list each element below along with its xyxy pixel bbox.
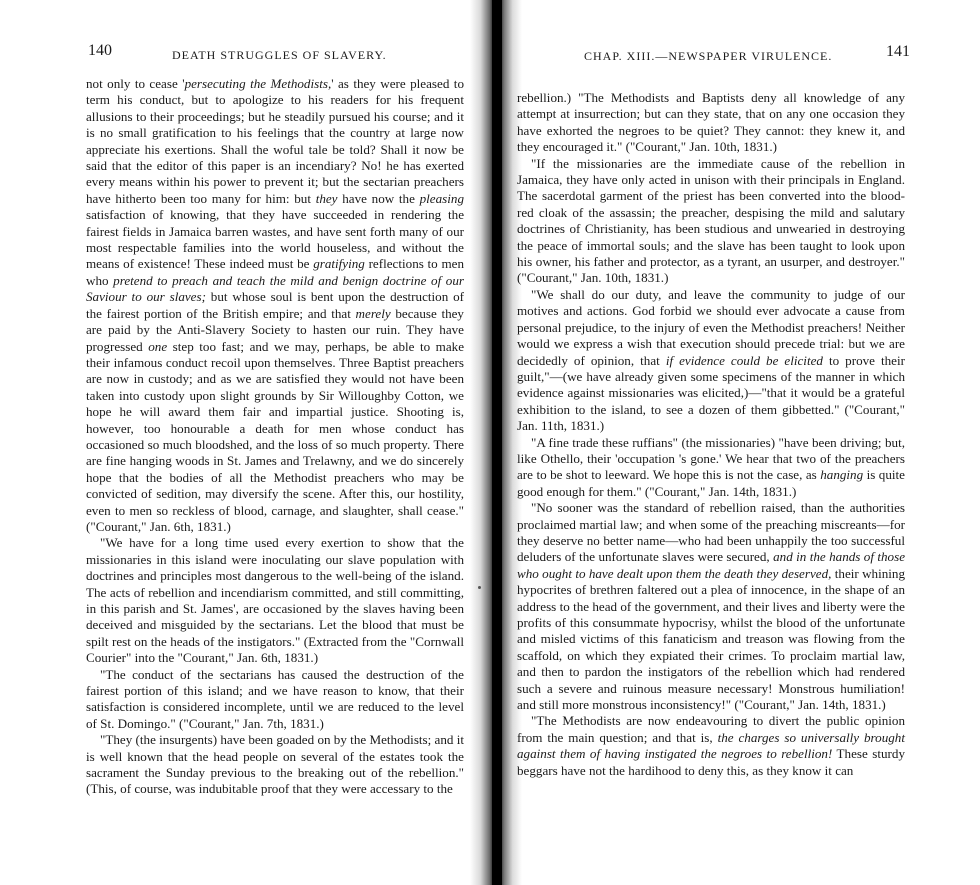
left-paragraph-3: "The conduct of the sectarians has caused the destruction of the fairest portion of this island; and we have reason to know, that their satisfaction is considered incomplete, until we are reduced to the level of St. Domingo." ("Courant," Jan. 7th, 1831.) (86, 666, 464, 731)
italic-run: persecuting the Methodists, (184, 76, 332, 91)
text-run: is quite good enough for them." ("Courant," Jan. 14th, 1831.) (517, 467, 905, 499)
right-text-column (517, 90, 905, 779)
text-run: ' as they were pleased to term his conduct, but to apologize to his readers for his frequent allusions to their proceedings; but he steadily pursued his course; and it is no small gratification to his feelings that the country at large now appreciate his exertions. Shall the woful tale be told? Shall it now be said that the editor of this paper is an incendiary? No! he has exerted every means within his power to prevent it; but the sectarian preachers have hitherto been too many for him: but (86, 76, 464, 206)
right-paragraph-3 (517, 287, 905, 435)
italic-run: they (315, 190, 338, 206)
italic-run: one (148, 338, 168, 354)
italic-run: and in the hands of those who ought to have dealt upon them the death they deserved, (517, 549, 906, 581)
right-paragraph-1: rebellion.) "The Methodists and Baptists deny all knowledge of any attempt at insurrection; but can they state, that on any one occasion they have exhorted the negroes to be quiet? They cannot: they knew it, and they encouraged it." ("Courant," Jan. 10th, 1831.) (517, 90, 905, 155)
left-running-head: DEATH STRUGGLES OF SLAVERY. (172, 48, 387, 62)
text-run: "No sooner was the standard of rebellion raised, than the authorities proclaimed martial law; and when some of the preaching miscreants—for they deserve no better name—who had been unhappily the too successful deluders of the unfortunate slaves were secured, (517, 500, 905, 565)
text-run: "A fine trade these ruffians" (the missionaries) "have been driving; but, like Othello, their 'occupation 's gone.' We hear that two of the preachers are to be shot to leeward. We hope this is not the case, as (517, 434, 905, 483)
left-page-number: 140 (88, 42, 112, 59)
italic-run: pretend to preach and teach the mild and benign doctrine of our Saviour to our slaves; (86, 272, 465, 305)
italic-run: pleasing (419, 190, 464, 206)
italic-run: gratifying (313, 256, 365, 272)
text-run: but whose soul is bent upon the destruction of the fairest portion of the British empire; and that (86, 289, 464, 321)
text-run: "We shall do our duty, and leave the community to judge of our motives and actions. God forbid we should ever advocate a cause from personal prejudice, to the injury of even the Methodist preachers! Neither would we express a wish that execution should precede trial: but we are decidedly of opinion, that (517, 286, 905, 368)
left-paragraph-4: "They (the insurgents) have been goaded on by the Methodists; and it is well known that the head people on several of the estates took the sacrament the Sunday previous to the breaking out of the rebellion." (This, of course, was indubitable proof that they were accessary to the (86, 732, 465, 797)
italic-run: the charges so universally brought against them of having instigated the negroes to rebellion! (517, 729, 905, 762)
right-paragraph-5 (517, 500, 905, 713)
left-text-column (86, 76, 464, 798)
right-paragraph-2: "If the missionaries are the immediate cause of the rebellion in Jamaica, they have only acted in unison with their principals in England. The sacerdotal garment of the priest has been converted into the blood-red cloak of the assassin; the preacher, despising the mild and salutary doctrines of Christianity, has been studious and unwearied in destroying the peace of immortal souls; and the slave has been taught to look upon his owner, his father and protector, as a tyrant, an usurper, and destroyer." ("Courant," Jan. 10th, 1831.) (517, 155, 905, 286)
text-run: to prove their guilt,"—(we have already given some specimens of the manner in which evidence against missionaries was elicited,)—"that it would be a grateful exhibition to the island, to see a dozen of them gibbetted." ("Courant," Jan. 11th, 1831.) (517, 352, 905, 434)
text-run: their whining hypocrites of brethren faltered out a plea of innocence, in the shape of an address to the head of the government, and their lives and liberty were the profits of this consummate hypocrisy, whilst the blood of the unfortunate and misled victims of this fanaticism and treason was flowing from the scaffold, on which they expiated their crimes. To proclaim martial law, and then to pardon the instigators of the rebellion which had rendered such a severe and ruinous measure necessary! Monstrous humiliation! and still more monstrous inconsistency!" ("Courant," Jan. 14th, 1831.) (517, 565, 906, 713)
left-paragraph-1 (86, 76, 464, 535)
text-run: These sturdy beggars have not the hardihood to deny this, as they know it can (517, 746, 905, 778)
text-run: have now the (337, 190, 420, 206)
text-run: step too fast; and we may, perhaps, be able to make their infamous conduct recoil upon themselves. Three Baptist preachers are now in custody; and as we are satisfied they would not have been taken into custody upon slight grounds by Sir Willoughby Cotton, we hope he will award them fair and impartial justice. Shooting is, however, too honourable a death for men whose conduct has occasioned so much bloodshed, and the loss of so much property. There are fine hanging woods in St. James and Trelawny, and we do sincerely hope that the bodies of all the Methodist preachers who may be convicted of sedition, may diversify the scene. After this, our hostility, even to men so reckless of blood, carnage, and slaughter, shall cease." ("Courant," Jan. 6th, 1831.) (86, 338, 465, 534)
text-run: reflections to men who (86, 256, 464, 288)
text-run: satisfaction of knowing, that they have succeeded in rendering the fairest fields in Jamaica barren wastes, and have sent forth many of our most respectable families into the world houseless, and without the means of existence! These indeed must be (86, 207, 464, 272)
print-speck (478, 586, 481, 589)
left-paragraph-2: "We have for a long time used every exertion to show that the missionaries in this island were inoculating our slave population with doctrines and principles most dangerous to the well-being of the island. The acts of rebellion and incendiarism committed, and still committing, in this parish and St. James', are occasioned by the slaves having been deceived and misguided by the sectarians. Let the blood that must be spilt rest on the heads of the instigators." (Extracted from the "Cornwall Courier" into the "Courant," Jan. 6th, 1831.) (86, 535, 464, 666)
text-run: "The Methodists are now endeavouring to divert the public opinion from the main question; and that is, (517, 713, 905, 745)
italic-run: if evidence could be elicited (665, 352, 823, 368)
right-paragraph-4 (517, 435, 905, 501)
book-spine-shadow (492, 0, 502, 885)
text-run: because they are paid by the Anti-Slavery Society to hasten our ruin. They have progressed (86, 305, 464, 354)
right-running-head: CHAP. XIII.—NEWSPAPER VIRULENCE. (584, 49, 833, 63)
text-run: not only to cease ' (86, 76, 185, 91)
right-page-number: 141 (886, 43, 910, 60)
italic-run: hanging (820, 467, 864, 483)
italic-run: merely (355, 305, 391, 321)
right-paragraph-6 (517, 713, 905, 779)
